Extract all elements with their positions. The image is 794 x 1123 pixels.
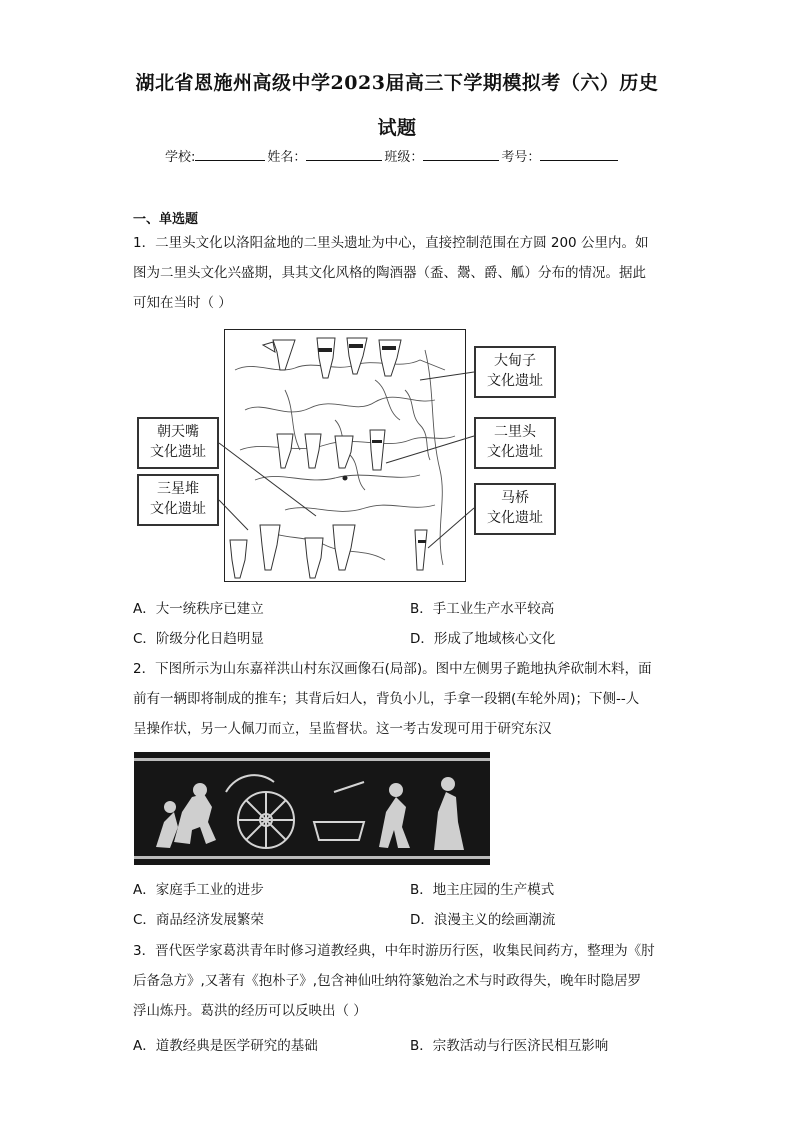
label-maqiao-name: 马桥 bbox=[501, 490, 529, 506]
label-sanxingdui-name: 三星堆 bbox=[157, 481, 199, 497]
question-3-option-a[interactable]: A．道教经典是医学研究的基础 bbox=[133, 1038, 318, 1054]
map-coast-line bbox=[425, 350, 443, 565]
exam-title-line-1: 湖北省恩施州高级中学2023届高三下学期模拟考（六）历史 bbox=[135, 72, 659, 94]
name-blank bbox=[306, 148, 382, 161]
question-1-option-a[interactable]: A．大一统秩序已建立 bbox=[133, 601, 264, 617]
question-2-option-c[interactable]: C．商品经济发展繁荣 bbox=[133, 912, 264, 928]
question-1-line-3: 可知在当时（ ） bbox=[133, 295, 232, 311]
question-1-option-d[interactable]: D．形成了地域核心文化 bbox=[410, 631, 556, 647]
exam-title-line-2: 试题 bbox=[377, 117, 417, 139]
class-blank bbox=[423, 148, 499, 161]
question-1-option-b[interactable]: B．手工业生产水平较高 bbox=[410, 601, 555, 617]
map-border-line bbox=[245, 397, 435, 412]
label-maqiao bbox=[474, 483, 556, 535]
exam-no-blank bbox=[540, 148, 618, 161]
label-sanxingdui-sub: 文化遗址 bbox=[150, 501, 206, 517]
map-drawing bbox=[225, 330, 465, 581]
school-blank bbox=[195, 148, 265, 161]
question-2-option-d[interactable]: D．浪漫主义的绘画潮流 bbox=[410, 912, 556, 928]
section-heading: 一、单选题 bbox=[133, 212, 199, 227]
question-2-option-a[interactable]: A．家庭手工业的进步 bbox=[133, 882, 264, 898]
label-maqiao-sub: 文化遗址 bbox=[487, 510, 543, 526]
label-dadianzi-sub: 文化遗址 bbox=[487, 373, 543, 389]
question-2-line-1: 2．下图所示为山东嘉祥洪山村东汉画像石(局部)。图中左侧男子跪地执斧砍制木料，面 bbox=[133, 661, 652, 677]
exam-no-label: 考号： bbox=[501, 150, 541, 165]
label-dadianzi bbox=[474, 346, 556, 398]
school-label: 学校: bbox=[165, 150, 196, 165]
question-2-stem bbox=[133, 654, 663, 744]
question-1-line-1: 1．二里头文化以洛阳盆地的二里头遗址为中心，直接控制范围在方圆 200 公里内。如 bbox=[133, 235, 649, 251]
map-border-line bbox=[235, 360, 445, 370]
map-river-line bbox=[255, 475, 420, 480]
class-label: 班级： bbox=[384, 150, 424, 165]
map-border-line bbox=[285, 505, 435, 511]
question-2-option-b[interactable]: B．地主庄园的生产模式 bbox=[410, 882, 555, 898]
map-border-line bbox=[265, 530, 385, 560]
name-label: 姓名： bbox=[267, 150, 307, 165]
question-3-line-1: 3．晋代医学家葛洪青年时修习道教经典，中年时游历行医，收集民间药方，整理为《肘 bbox=[133, 943, 655, 959]
label-chaotianzui-name: 朝天嘴 bbox=[157, 424, 199, 440]
label-chaotianzui-sub: 文化遗址 bbox=[150, 444, 206, 460]
question-1-stem bbox=[133, 228, 663, 318]
han-stone-relief-image bbox=[134, 752, 490, 865]
pottery-distribution-map bbox=[224, 329, 466, 582]
label-sanxingdui bbox=[137, 474, 219, 526]
question-3-option-b[interactable]: B．宗教活动与行医济民相互影响 bbox=[410, 1038, 609, 1054]
label-erlitou-name: 二里头 bbox=[494, 424, 536, 440]
label-chaotianzui bbox=[137, 417, 219, 469]
label-erlitou bbox=[474, 417, 556, 469]
question-2-line-2: 前有一辆即将制成的推车；其背后妇人，背负小儿，手拿一段辋(车轮外周)；下侧--人 bbox=[133, 691, 640, 707]
question-1-option-c[interactable]: C．阶级分化日趋明显 bbox=[133, 631, 264, 647]
question-3-line-2: 后备急方》,又著有《抱朴子》,包含神仙吐纳符篆勉治之术与时政得失，晚年时隐居罗 bbox=[133, 973, 642, 989]
label-erlitou-sub: 文化遗址 bbox=[487, 444, 543, 460]
label-dadianzi-name: 大甸子 bbox=[494, 353, 536, 369]
question-3-line-3: 浮山炼丹。葛洪的经历可以反映出（ ） bbox=[133, 1003, 367, 1019]
question-3-stem bbox=[133, 936, 663, 1026]
stone-relief-drawing bbox=[134, 752, 490, 865]
question-2-line-3: 呈操作状，另一人佩刀而立，呈监督状。这一考古发现可用于研究东汉 bbox=[133, 721, 552, 737]
question-1-line-2: 图为二里头文化兴盛期，具其文化风格的陶酒器（盉、鬶、爵、觚）分布的情况。据此 bbox=[133, 265, 646, 281]
student-info-line bbox=[165, 146, 620, 165]
